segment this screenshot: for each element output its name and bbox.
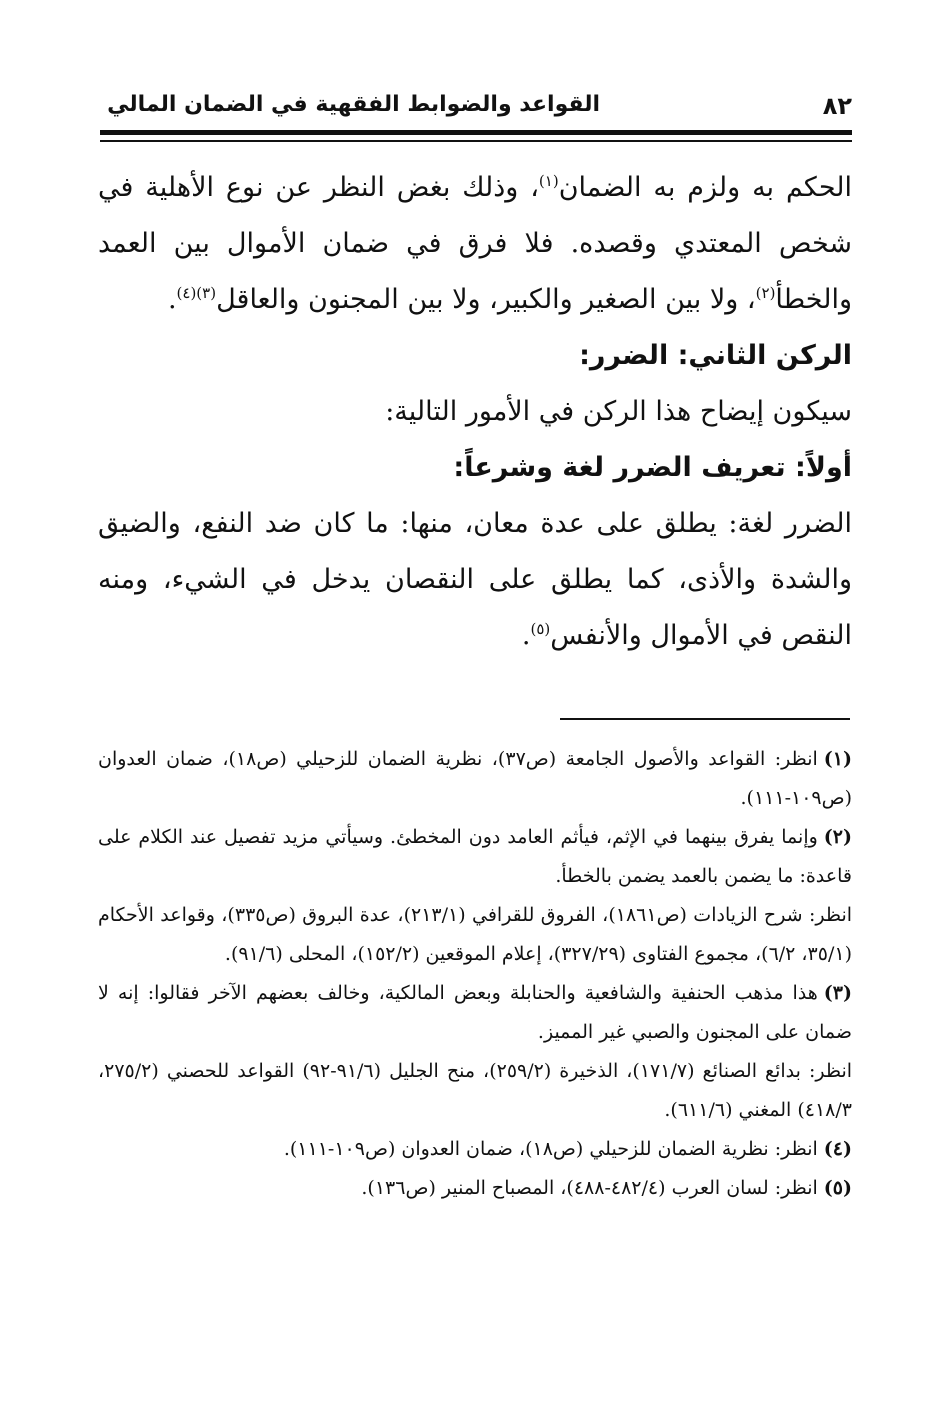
section-heading-second-pillar: الركن الثاني: الضرر:: [579, 340, 852, 371]
header-rule-thin: [100, 140, 852, 142]
footnote-4-text: انظر: نظرية الضمان للزحيلي (ص١٨)، ضمان العدوان (ص١٠٩-١١١).: [283, 1138, 818, 1160]
paragraph-1-part-b: ، وذلك بغض النظر عن نوع الأهلية في شخص المعتدي وقصده. فلا فرق في ضمان الأموال بين العمد والخطأ: [98, 172, 852, 315]
subsection-heading-definition: أولاً: تعريف الضرر لغة وشرعاً:: [453, 452, 852, 483]
paragraph-2: [98, 496, 852, 664]
footnote-3: [98, 974, 852, 1052]
footnote-1-marker: (١): [823, 748, 853, 770]
footnote-5-text: انظر: لسان العرب (٤٨٢/٤-٤٨٨)، المصباح المنير (ص١٣٦).: [361, 1177, 818, 1199]
footnote-3-text: هذا مذهب الحنفية والشافعية والحنابلة وبعض المالكية، وخالف بعضهم الآخر فقالوا: إنه لا ضمان على المجنون والصبي غير المميز.: [98, 982, 852, 1043]
page-header: [100, 90, 850, 130]
paragraph-1: [98, 160, 852, 328]
footnote-5-marker: (٥): [823, 1177, 852, 1199]
footnote-2-sources: انظر: شرح الزيادات (ص١٨٦١)، الفروق للقرافي (٢١٣/١)، عدة البروق (ص٣٣٥)، وقواعد الأحكام (٣٥/١، ٦/٢)، مجموع الفتاوى (٣٢٧/٢٩)، إعلام الموقعين (١٥٢/٢)، المحلى (٩١/٦).: [98, 904, 853, 965]
intro-line: سيكون إيضاح هذا الركن في الأمور التالية:: [385, 396, 852, 427]
paragraph-1-part-a: الحكم به ولزم به الضمان: [558, 172, 852, 203]
main-text: [98, 160, 852, 664]
footnote-4: [98, 1130, 852, 1169]
paragraph-1-part-c: ، ولا بين الصغير والكبير، ولا بين المجنون والعاقل: [216, 284, 756, 315]
paragraph-1-end: .: [167, 284, 177, 315]
paragraph-2-end: .: [521, 620, 531, 651]
footnote-ref-2[interactable]: (٢): [755, 284, 776, 302]
footnote-ref-1[interactable]: (١): [538, 172, 559, 190]
footnote-2: [98, 818, 852, 896]
footnote-4-marker: (٤): [823, 1138, 852, 1160]
footnote-1: [98, 740, 852, 818]
footnote-3-marker: (٣): [823, 982, 852, 1004]
footnote-2-marker: (٢): [823, 826, 852, 848]
footnote-2-text: وإنما يفرق بينهما في الإثم، فيأثم العامد دون المخطئ. وسيأتي مزيد تفصيل عند الكلام على قاعدة: ما يضمن بالعمد يضمن بالخطأ.: [98, 826, 852, 887]
running-title: القواعد والضوابط الفقهية في الضمان المالي: [107, 92, 600, 117]
footnote-5: [98, 1169, 852, 1208]
paragraph-2-part-a: الضرر لغة: يطلق على عدة معان، منها: ما كان ضد النفع، والضيق والشدة والأذى، كما يطلق على النقصان يدخل في الشيء، ومنه النقص في الأموال والأنفس: [98, 508, 852, 651]
footnote-ref-5[interactable]: (٥): [530, 620, 551, 638]
header-rule-thick: [100, 130, 852, 135]
footnote-1-text: انظر: القواعد والأصول الجامعة (ص٣٧)، نظرية الضمان للزحيلي (ص١٨)، ضمان العدوان (ص١٠٩-١١١).: [98, 748, 852, 809]
footnote-ref-3-4[interactable]: (٣)(٤): [176, 284, 217, 302]
footnotes: [98, 740, 852, 1208]
page-number: ٨٢: [822, 92, 852, 120]
footnote-3-sources: انظر: بدائع الصنائع (١٧١/٧)، الذخيرة (٢٥٩/٢)، منح الجليل (٩١/٦-٩٢) القواعد للحصني (٢٧٥/٢، ٤١٨/٣) المغني (٦١١/٦).: [98, 1060, 853, 1121]
footnote-separator: [560, 718, 850, 720]
